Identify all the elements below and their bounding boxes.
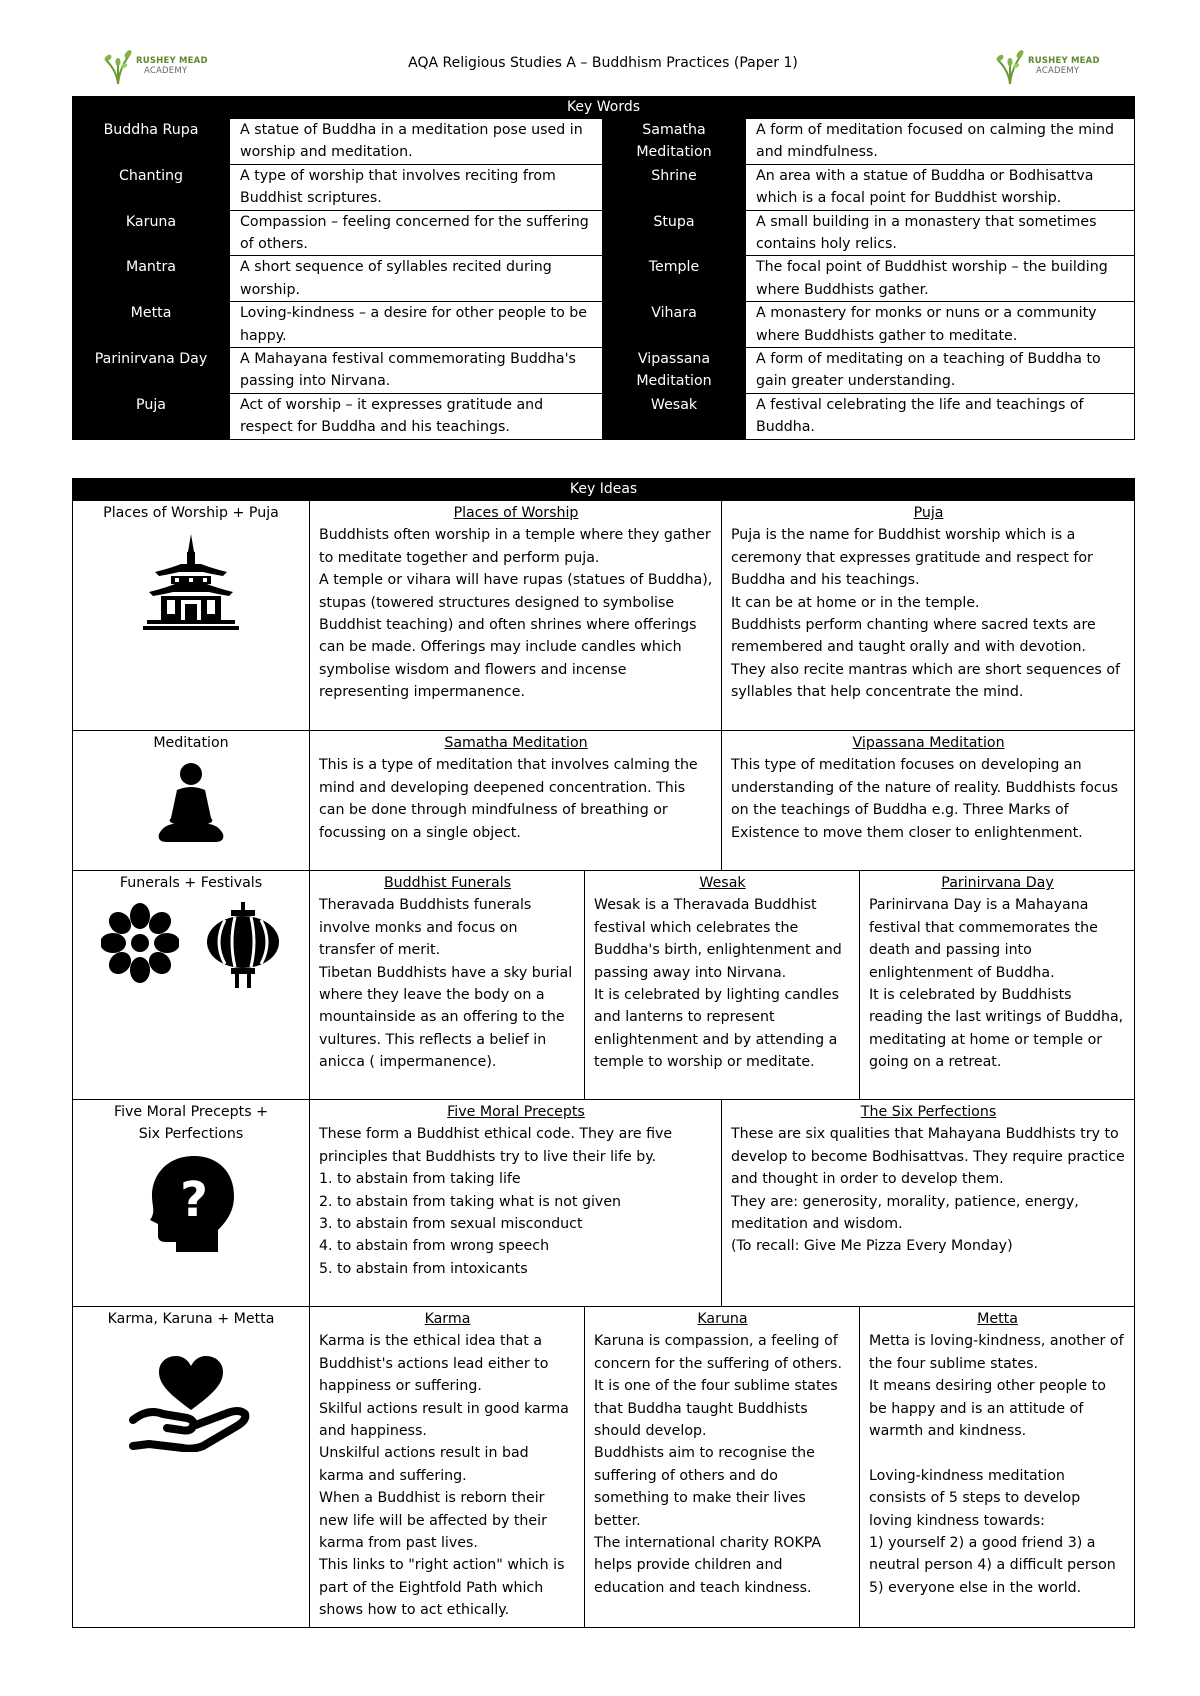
logo-name: RUSHEY MEAD: [136, 56, 208, 66]
term-cell: Chanting: [73, 164, 230, 210]
term-cell: Parinirvana Day: [73, 348, 230, 394]
five-moral-precepts-cell: [310, 1100, 722, 1307]
key-words-table: [72, 96, 1135, 440]
definition-cell: A Mahayana festival commemorating Buddha's passing into Nirvana.: [230, 348, 603, 394]
definition-cell: A form of meditating on a teaching of Buddha to gain greater understanding.: [746, 348, 1135, 394]
definition-cell: A form of meditation focused on calming the mind and mindfulness.: [746, 119, 1135, 165]
term-cell: Karuna: [73, 210, 230, 256]
meditation-section-label: [73, 731, 310, 871]
vipassana-text: This type of meditation focuses on developing an understanding of the nature of reality. Buddhists focus on the teachings of Buddha e.g. Three Marks of Existence to move them closer to enlightenment.: [731, 757, 1118, 841]
flower-icon: [101, 902, 179, 984]
metta-cell: [860, 1307, 1135, 1628]
wesak-heading: Wesak: [699, 875, 746, 891]
karuna-text: Karuna is compassion, a feeling of concern for the suffering of others. It is one of the four sublime states that Buddha taught Buddhists should develop. Buddhists aim to recognise the suffering of others and do something to make their lives better. The international charity ROKPA helps provide children and education and teach kindness.: [594, 1333, 842, 1596]
six-perfections-heading: The Six Perfections: [860, 1104, 997, 1120]
karma-section-label: [73, 1307, 310, 1628]
puja-heading: Puja: [913, 505, 944, 521]
table-row: [73, 164, 1135, 210]
leaf-logo-icon: [994, 46, 1026, 86]
five-moral-precepts-text: These form a Buddhist ethical code. They are five principles that Buddhists try to live their life by. 1. to abstain from taking life 2. to abstain from taking what is not given 3. to abstain from sexual misconduct 4. to abstain from wrong speech 5. to abstain from intoxicants: [319, 1126, 673, 1277]
term-cell: Vihara: [603, 302, 746, 348]
parinirvana-heading: Parinirvana Day: [941, 875, 1054, 891]
term-cell: Buddha Rupa: [73, 119, 230, 165]
five-moral-precepts-heading: Five Moral Precepts: [447, 1104, 585, 1120]
page-header: [72, 40, 1134, 92]
table-row: [73, 731, 1135, 871]
definition-cell: A monastery for monks or nuns or a community where Buddhists gather to meditate.: [746, 302, 1135, 348]
buddhist-funerals-cell: [310, 871, 585, 1100]
section-label-text: Places of Worship + Puja: [103, 505, 279, 521]
parinirvana-cell: [860, 871, 1135, 1100]
definition-cell: Act of worship – it expresses gratitude and respect for Buddha and his teachings.: [230, 393, 603, 439]
term-cell: Stupa: [603, 210, 746, 256]
table-row: [73, 256, 1135, 302]
table-row: [73, 1307, 1135, 1628]
table-row: [73, 302, 1135, 348]
vipassana-heading: Vipassana Meditation: [852, 735, 1005, 751]
buddhist-funerals-heading: Buddhist Funerals: [383, 875, 512, 891]
table-row: [73, 210, 1135, 256]
term-cell: Vipassana Meditation: [603, 348, 746, 394]
section-label-text: Meditation: [153, 735, 229, 751]
key-ideas-table: [72, 478, 1135, 1628]
meditation-icon: [155, 762, 227, 844]
definition-cell: The focal point of Buddhist worship – the building where Buddhists gather.: [746, 256, 1135, 302]
definition-cell: A festival celebrating the life and teachings of Buddha.: [746, 393, 1135, 439]
samatha-heading: Samatha Meditation: [444, 735, 588, 751]
logo-name: RUSHEY MEAD: [1028, 56, 1100, 66]
definition-cell: An area with a statue of Buddha or Bodhisattva which is a focal point for Buddhist worship.: [746, 164, 1135, 210]
logo-sub: ACADEMY: [144, 66, 188, 76]
definition-cell: Compassion – feeling concerned for the suffering of others.: [230, 210, 603, 256]
puja-cell: [722, 501, 1135, 731]
vipassana-cell: [722, 731, 1135, 871]
lantern-icon: [205, 902, 281, 990]
definition-cell: A small building in a monastery that sometimes contains holy relics.: [746, 210, 1135, 256]
buddhist-funerals-text: Theravada Buddhists funerals involve monks and focus on transfer of merit. Tibetan Buddhists have a sky burial where they leave the body on a mountainside as an offering to the vultures. This reflects a belief in anicca ( impermanence).: [319, 897, 573, 1071]
wesak-text: Wesak is a Theravada Buddhist festival which celebrates the Buddha's birth, enlightenment and passing away into Nirvana. It is celebrated by lighting candles and lanterns to represent enlightenment and by attending a temple to worship or meditate.: [594, 897, 842, 1071]
section-label-text: Five Moral Precepts + Six Perfections: [113, 1104, 269, 1143]
term-cell: Temple: [603, 256, 746, 302]
metta-text: Metta is loving-kindness, another of the four sublime states. It means desiring other people to be happy and is an attitude of warmth and kindness. Loving-kindness meditation consists of 5 steps to develop loving kindness towards: 1) yourself 2) a good friend 3) a neutral person 4) a difficult person 5) everyone else in the world.: [869, 1333, 1124, 1596]
head-question-icon: [146, 1154, 236, 1254]
karma-heading: Karma: [424, 1311, 471, 1327]
parinirvana-text: Parinirvana Day is a Mahayana festival that commemorates the death and passing into enlightenment of Buddha. It is celebrated by Buddhists reading the last writings of Buddha, meditating at home or temple or going on a retreat.: [869, 897, 1124, 1071]
term-cell: Shrine: [603, 164, 746, 210]
term-cell: Metta: [73, 302, 230, 348]
svg-text:?: ?: [180, 1171, 208, 1228]
school-logo-right: [994, 46, 1104, 86]
metta-heading: Metta: [977, 1311, 1018, 1327]
samatha-text: This is a type of meditation that involves calming the mind and developing deepened concentration. This can be done through mindfulness of breathing or focussing on a single object.: [319, 757, 698, 841]
term-cell: Mantra: [73, 256, 230, 302]
definition-cell: A statue of Buddha in a meditation pose used in worship and meditation.: [230, 119, 603, 165]
term-cell: Samatha Meditation: [603, 119, 746, 165]
table-row: [73, 871, 1135, 1100]
definition-cell: A short sequence of syllables recited during worship.: [230, 256, 603, 302]
term-cell: Wesak: [603, 393, 746, 439]
places-section-label: [73, 501, 310, 731]
temple-icon: [141, 532, 241, 632]
karma-text: Karma is the ethical idea that a Buddhist's actions lead either to happiness or suffering. Skilful actions result in good karma and happiness. Unskilful actions result in bad karma and suffering. When a Buddhist is reborn their new life will be affected by their karma from past lives. This links to "right action" which is part of the Eightfold Path which shows how to act ethically.: [319, 1333, 569, 1619]
table-row: [73, 119, 1135, 165]
wesak-cell: [585, 871, 860, 1100]
heart-hand-icon: [129, 1352, 253, 1452]
section-label-text: Karma, Karuna + Metta: [107, 1311, 275, 1327]
key-ideas-title: Key Ideas: [73, 479, 1135, 501]
definition-cell: Loving-kindness – a desire for other people to be happy.: [230, 302, 603, 348]
funerals-section-label: [73, 871, 310, 1100]
places-of-worship-cell: [310, 501, 722, 731]
table-row: [73, 393, 1135, 439]
table-row: [73, 501, 1135, 731]
places-of-worship-text: Buddhists often worship in a temple where they gather to meditate together and perform puja. A temple or vihara will have rupas (statues of Buddha), stupas (towered structures designed to symbolise Buddhist teaching) and often shrines where offerings can be made. Offerings may include candles which symbolise wisdom and flowers and incense representing impermanence.: [319, 527, 713, 701]
definition-cell: A type of worship that involves reciting from Buddhist scriptures.: [230, 164, 603, 210]
precepts-section-label: [73, 1100, 310, 1307]
samatha-cell: [310, 731, 722, 871]
places-of-worship-heading: Places of Worship: [453, 505, 579, 521]
six-perfections-text: These are six qualities that Mahayana Buddhists try to develop to become Bodhisattvas. They require practice and thought in order to develop them. They are: generosity, morality, patience, energy, meditation and wisdom. (To recall: Give Me Pizza Every Monday): [731, 1126, 1125, 1255]
term-cell: Puja: [73, 393, 230, 439]
section-label-text: Funerals + Festivals: [119, 875, 263, 891]
six-perfections-cell: [722, 1100, 1135, 1307]
karuna-heading: Karuna: [697, 1311, 748, 1327]
table-row: [73, 348, 1135, 394]
puja-text: Puja is the name for Buddhist worship which is a ceremony that expresses gratitude and respect for Buddha and his teachings. It can be at home or in the temple. Buddhists perform chanting where sacred texts are remembered and taught orally and with devotion. They also recite mantras which are short sequences of syllables that help concentrate the mind.: [731, 527, 1121, 701]
logo-sub: ACADEMY: [1036, 66, 1080, 76]
karuna-cell: [585, 1307, 860, 1628]
key-words-title: Key Words: [73, 97, 1135, 119]
page-title: AQA Religious Studies A – Buddhism Practices (Paper 1): [408, 55, 798, 71]
karma-cell: [310, 1307, 585, 1628]
icon-group: [77, 902, 305, 990]
table-row: [73, 1100, 1135, 1307]
